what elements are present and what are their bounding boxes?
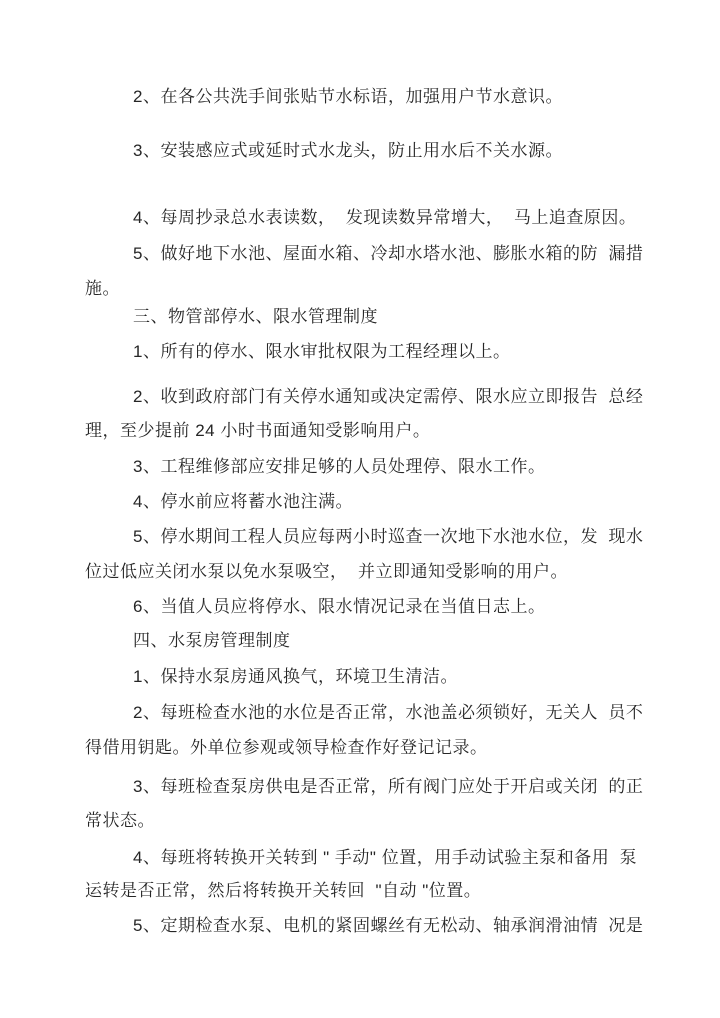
paragraph-line: 2、每班检查水池的水位是否正常，水池盖必须锁好，无关人 员不	[133, 703, 644, 722]
paragraph-line: 5、做好地下水池、屋面水箱、冷却水塔水池、膨胀水箱的防 漏措	[133, 244, 644, 263]
paragraph-line: 1、保持水泵房通风换气，环境卫生清洁。	[133, 667, 458, 686]
paragraph-line: 2、收到政府部门有关停水通知或决定需停、限水应立即报告 总经	[133, 387, 644, 406]
paragraph-line: 5、停水期间工程人员应每两小时巡查一次地下水池水位，发 现水	[133, 527, 644, 546]
paragraph-line: 5、定期检查水泵、电机的紧固螺丝有无松动、轴承润滑油情 况是	[133, 916, 644, 935]
paragraph-line: 三、物管部停水、限水管理制度	[133, 307, 378, 326]
paragraph-line: 理，至少提前 24 小时书面通知受影响用户。	[85, 421, 431, 440]
paragraph-line: 常状态。	[85, 811, 155, 830]
paragraph-line: 2、在各公共洗手间张贴节水标语，加强用户节水意识。	[133, 87, 563, 106]
paragraph-line: 3、安装感应式或延时式水龙头，防止用水后不关水源。	[133, 141, 563, 160]
paragraph-line: 4、每周抄录总水表读数， 发现读数异常增大， 马上追查原因。	[133, 208, 637, 227]
paragraph-line: 施。	[85, 279, 120, 298]
paragraph-line: 4、每班将转换开关转到 " 手动" 位置，用手动试验主泵和备用 泵	[133, 848, 638, 867]
paragraph-line: 运转是否正常，然后将转换开关转回 "自动 "位置。	[85, 881, 482, 900]
paragraph-line: 6、当值人员应将停水、限水情况记录在当值日志上。	[133, 597, 546, 616]
paragraph-line: 1、所有的停水、限水审批权限为工程经理以上。	[133, 342, 511, 361]
paragraph-line: 3、工程维修部应安排足够的人员处理停、限水工作。	[133, 457, 546, 476]
paragraph-line: 4、停水前应将蓄水池注满。	[133, 492, 353, 511]
paragraph-line: 四、水泵房管理制度	[133, 631, 291, 650]
paragraph-line: 得借用钥匙。外单位参观或领导检查作好登记记录。	[85, 738, 488, 757]
paragraph-line: 3、每班检查泵房供电是否正常，所有阀门应处于开启或关闭 的正	[133, 777, 644, 796]
paragraph-line: 位过低应关闭水泵以免水泵吸空， 并立即通知受影响的用户。	[85, 562, 568, 581]
